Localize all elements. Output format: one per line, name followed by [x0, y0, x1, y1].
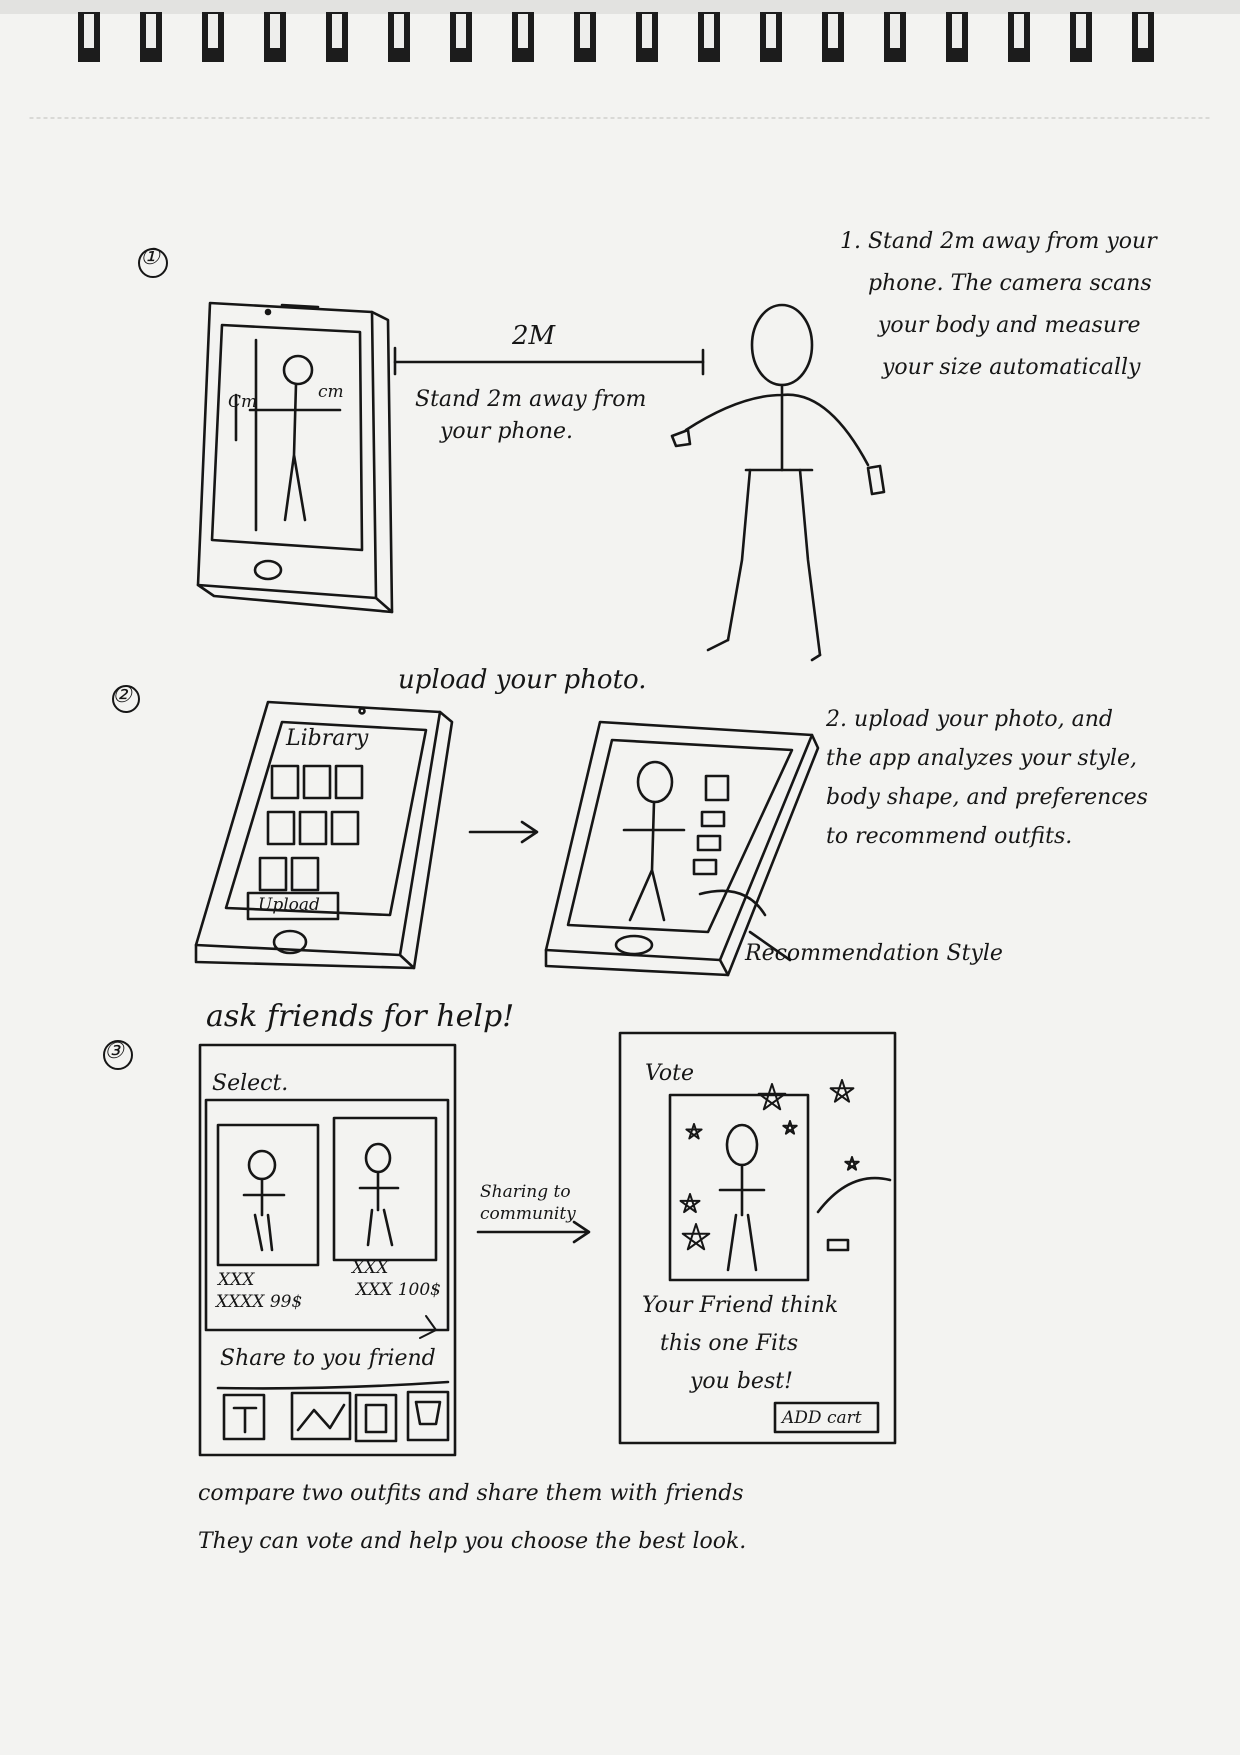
step2-heading: upload your photo.	[398, 665, 647, 695]
spiral-ring-gap	[580, 14, 590, 48]
spiral-ring-gap	[952, 14, 962, 48]
star-doodle	[759, 1084, 786, 1109]
select-screen	[200, 1045, 455, 1455]
friend-note-line-2: this one Fits	[660, 1331, 799, 1356]
library-thumbnail	[260, 858, 286, 890]
step3-number: ③	[104, 1039, 124, 1064]
select-label: Select.	[212, 1071, 289, 1096]
spiral-ring-gap	[332, 14, 342, 48]
arrow-to-result	[470, 822, 537, 842]
friend-note-line-3: you best!	[690, 1369, 793, 1394]
library-thumbnail	[336, 766, 362, 798]
library-thumbnail	[332, 812, 358, 844]
step1-number: ①	[140, 245, 160, 270]
summary-line-2: They can vote and help you choose the best look.	[198, 1529, 747, 1554]
library-thumbnail	[300, 812, 326, 844]
step1-note-line-1: 1. Stand 2m away from your	[840, 229, 1157, 254]
star-doodle	[831, 1080, 854, 1102]
spiral-ring-gap	[1138, 14, 1148, 48]
spiral-binding	[0, 0, 1240, 118]
spiral-ring-gap	[518, 14, 528, 48]
sharing-line-2: community	[480, 1204, 576, 1224]
item2-desc: XXX 100$	[356, 1280, 441, 1300]
distance-label: 2M	[512, 321, 556, 351]
spiral-ring-gap	[704, 14, 714, 48]
spiral-ring-gap	[828, 14, 838, 48]
spiral-ring-gap	[146, 14, 156, 48]
star-doodle	[686, 1124, 701, 1139]
friend-note-line-1: Your Friend think	[642, 1293, 839, 1318]
spiral-ring-gap	[1014, 14, 1024, 48]
spiral-ring-gap	[394, 14, 404, 48]
cm-label-left: Cm	[228, 392, 258, 412]
step2-note-line-2: the app analyzes your style,	[826, 746, 1138, 771]
spiral-ring-gap	[766, 14, 776, 48]
item2-name: XXX	[352, 1258, 389, 1278]
spiral-ring-gap	[642, 14, 652, 48]
upload-button[interactable]: Upload	[258, 895, 320, 915]
item1-desc: XXXX 99$	[216, 1292, 303, 1312]
spiral-ring-gap	[1076, 14, 1086, 48]
recommendation-label: Recommendation Style	[745, 941, 1003, 966]
sharing-line-1: Sharing to	[480, 1182, 571, 1202]
library-thumbnail	[292, 858, 318, 890]
library-thumbnail	[268, 812, 294, 844]
star-doodle	[783, 1121, 796, 1134]
result-phone	[546, 722, 818, 975]
step1-phone	[198, 303, 392, 612]
star-doodle	[683, 1224, 710, 1249]
share-label[interactable]: Share to you friend	[220, 1346, 436, 1371]
step1-note-line-4: your size automatically	[882, 355, 1141, 380]
step2-number: ②	[112, 683, 132, 708]
step2-note-line-3: body shape, and preferences	[826, 785, 1148, 810]
add-cart-button[interactable]: ADD cart	[782, 1408, 862, 1428]
step1-note-line-2: phone. The camera scans	[868, 271, 1152, 296]
library-thumbnail	[272, 766, 298, 798]
step3-heading: ask friends for help!	[206, 999, 515, 1034]
spiral-ring-gap	[456, 14, 466, 48]
cm-label-right: cm	[318, 382, 344, 402]
spiral-ring-gap	[890, 14, 900, 48]
library-label: Library	[286, 726, 369, 751]
step1-caption-line-1: Stand 2m away from	[415, 387, 647, 412]
star-doodle	[681, 1194, 700, 1212]
step1-note-line-3: your body and measure	[878, 313, 1141, 338]
spiral-ring-gap	[208, 14, 218, 48]
step2-note-line-4: to recommend outfits.	[826, 824, 1073, 849]
item1-name: XXX	[218, 1270, 255, 1290]
star-doodle	[845, 1157, 858, 1170]
vote-label: Vote	[645, 1061, 694, 1086]
step2-note-line-1: 2. upload your photo, and	[826, 707, 1113, 732]
summary-line-1: compare two outfits and share them with friends	[198, 1481, 744, 1506]
step1-caption-line-2: your phone.	[440, 419, 574, 444]
spiral-ring-gap	[84, 14, 94, 48]
spiral-ring-gap	[270, 14, 280, 48]
library-thumbnail	[304, 766, 330, 798]
